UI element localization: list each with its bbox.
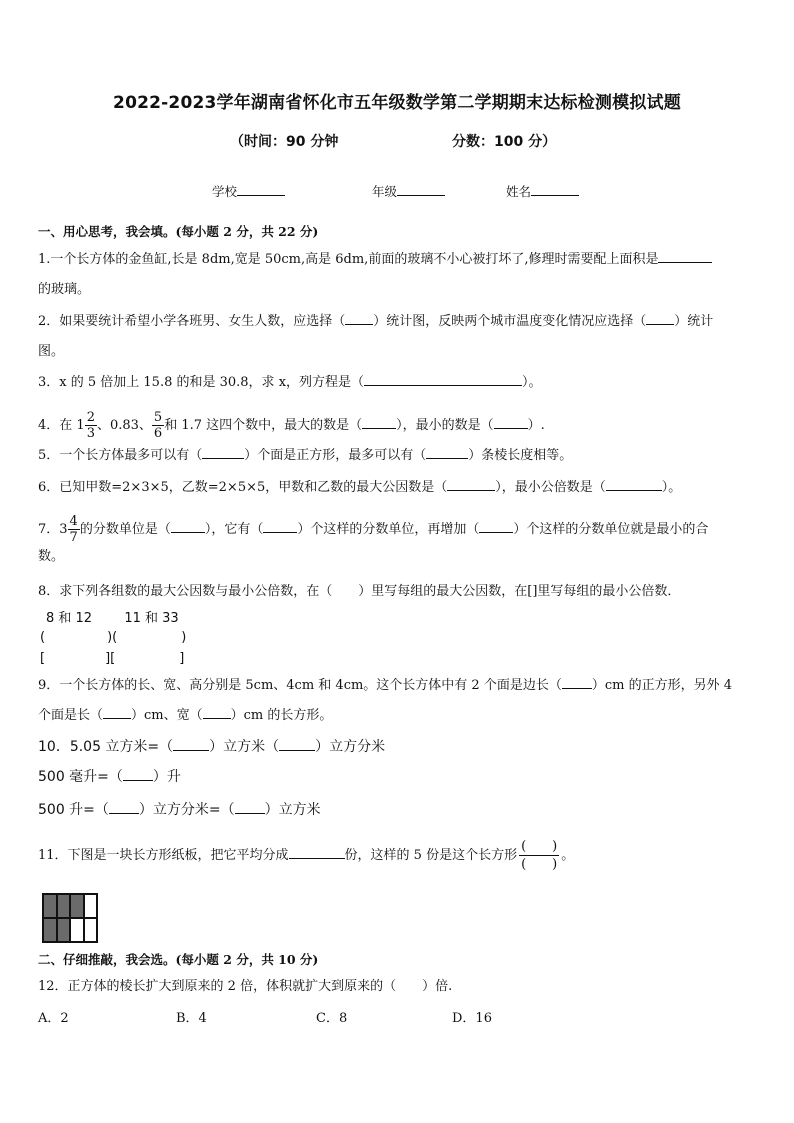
answer-blank[interactable] — [447, 478, 495, 491]
school-label: 学校 — [212, 184, 238, 199]
question-10-line2: 500 毫升=（ ）升 — [38, 769, 181, 785]
answer-blank[interactable] — [494, 416, 528, 429]
option-a[interactable]: A．2 — [38, 1011, 69, 1026]
question-8: 8．求下列各组数的最大公因数与最小公倍数，在（ ）里写每组的最大公因数，在[]里写每组的最小公倍数． — [38, 584, 681, 599]
answer-blank[interactable] — [103, 706, 131, 719]
answer-blank[interactable] — [658, 250, 712, 263]
answer-blank[interactable] — [364, 373, 522, 386]
answer-blank[interactable] — [109, 801, 139, 814]
gcd-row: ( )( ) — [40, 630, 187, 645]
question-12: 12．正方体的棱长扩大到原来的 2 倍，体积就扩大到原来的（ ）倍. — [38, 979, 453, 994]
shaded-cell — [57, 918, 71, 942]
section-1-heading: 一、用心思考，我会填。(每小题 2 分，共 22 分) — [38, 224, 319, 239]
fraction: $\frac{4}{7}$ — [69, 514, 78, 545]
question-3: 3．x 的 5 倍加上 15.8 的和是 30.8，求 x，列方程是（ ）。 — [38, 375, 542, 390]
answer-blank[interactable] — [362, 416, 396, 429]
answer-blank[interactable] — [279, 738, 315, 751]
shaded-cell — [43, 894, 57, 918]
answer-blank[interactable] — [123, 768, 153, 781]
group-1: 8 和 12 — [46, 611, 93, 626]
lcm-row: [ ][ ] — [40, 651, 185, 666]
question-8-groups — [46, 609, 766, 629]
question-11: 11．下图是一块长方形纸板，把它平均分成 份，这样的 5 份是这个长方形 $\frac{( )}{( )}$ 。 — [38, 839, 575, 872]
question-9-cont: 个面是长（ ）cm、宽（ ）cm 的长方形。 — [38, 708, 333, 723]
fraction: $\frac{2}{3}$ — [86, 410, 95, 441]
name-field[interactable] — [506, 182, 579, 200]
section-2-heading: 二、仔细推敲，我会选。(每小题 2 分，共 10 分) — [38, 952, 319, 967]
question-7-cont: 数。 — [38, 549, 65, 564]
answer-blank[interactable] — [646, 312, 674, 325]
shaded-cell — [57, 894, 71, 918]
answer-blank[interactable] — [173, 738, 209, 751]
grade-field[interactable] — [372, 182, 445, 200]
exam-title: 2022-2023学年湖南省怀化市五年级数学第二学期期末达标检测模拟试题 — [113, 93, 681, 113]
question-10-line3: 500 升=（ ）立方分米=（ ）立方米 — [38, 802, 321, 818]
answer-blank[interactable] — [263, 520, 297, 533]
answer-blank[interactable] — [203, 706, 231, 719]
time-label: （时间：90 分钟 — [230, 134, 339, 150]
question-6: 6．已知甲数=2×3×5，乙数=2×5×5，甲数和乙数的最大公因数是（ ），最小公倍数是（ ）。 — [38, 480, 682, 495]
answer-blank[interactable] — [562, 676, 592, 689]
question-5: 5．一个长方体最多可以有（ ）个面是正方形，最多可以有（ ）条棱长度相等。 — [38, 448, 573, 463]
group-2: 11 和 33 — [124, 611, 179, 626]
answer-blank[interactable] — [171, 520, 205, 533]
question-10: 10．5.05 立方米=（ ）立方米（ ）立方分米 — [38, 739, 386, 755]
grade-label: 年级 — [372, 184, 398, 199]
question-2: 2．如果要统计希望小学各班男、女生人数，应选择（ ）统计图，反映两个城市温度变化情况应选择（ ）统计 — [38, 314, 714, 329]
answer-blank[interactable] — [479, 520, 513, 533]
option-d[interactable]: D．16 — [452, 1011, 492, 1026]
score-label: 分数：100 分） — [452, 134, 557, 150]
answer-blank[interactable] — [606, 478, 662, 491]
blank-cell — [84, 918, 98, 942]
blank-cell — [84, 894, 98, 918]
rectangle-figure — [42, 893, 98, 943]
shaded-cell — [70, 894, 84, 918]
question-9: 9．一个长方体的长、宽、高分别是 5cm、4cm 和 4cm。这个长方体中有 2 个面是边长（ ）cm 的正方形，另外 4 — [38, 678, 732, 693]
option-c[interactable]: C．8 — [316, 1011, 348, 1026]
blank-cell — [70, 918, 84, 942]
question-4: 4．在 1 $\frac{2}{3}$ 、0.83、 $\frac{5}{6}$ 和 1.7 这四个数中，最大的数是（ ），最小的数是（ ）. — [38, 410, 545, 441]
answer-blank[interactable] — [345, 312, 373, 325]
school-field[interactable] — [212, 182, 285, 200]
question-1-cont: 的玻璃。 — [38, 282, 91, 297]
shaded-cell — [43, 918, 57, 942]
fraction: $\frac{5}{6}$ — [153, 410, 163, 441]
question-7: 7．3 $\frac{4}{7}$ 的分数单位是（ ），它有（ ）个这样的分数单位，再增加（ ）个这样的分数单位就是最小的合 — [38, 514, 709, 545]
exam-subtitle — [230, 131, 630, 151]
name-label: 姓名 — [506, 184, 532, 199]
answer-blank[interactable] — [235, 801, 265, 814]
fraction-answer[interactable]: $\frac{( )}{( )}$ — [521, 839, 558, 872]
question-1: 1.一个长方体的金鱼缸,长是 8dm,宽是 50cm,高是 6dm,前面的玻璃不小心被打坏了,修理时需要配上面积是 — [38, 250, 758, 270]
answer-blank[interactable] — [426, 446, 468, 459]
question-2-cont: 图。 — [38, 344, 65, 359]
answer-blank[interactable] — [202, 446, 244, 459]
answer-blank[interactable] — [289, 846, 345, 859]
option-b[interactable]: B．4 — [176, 1011, 207, 1026]
